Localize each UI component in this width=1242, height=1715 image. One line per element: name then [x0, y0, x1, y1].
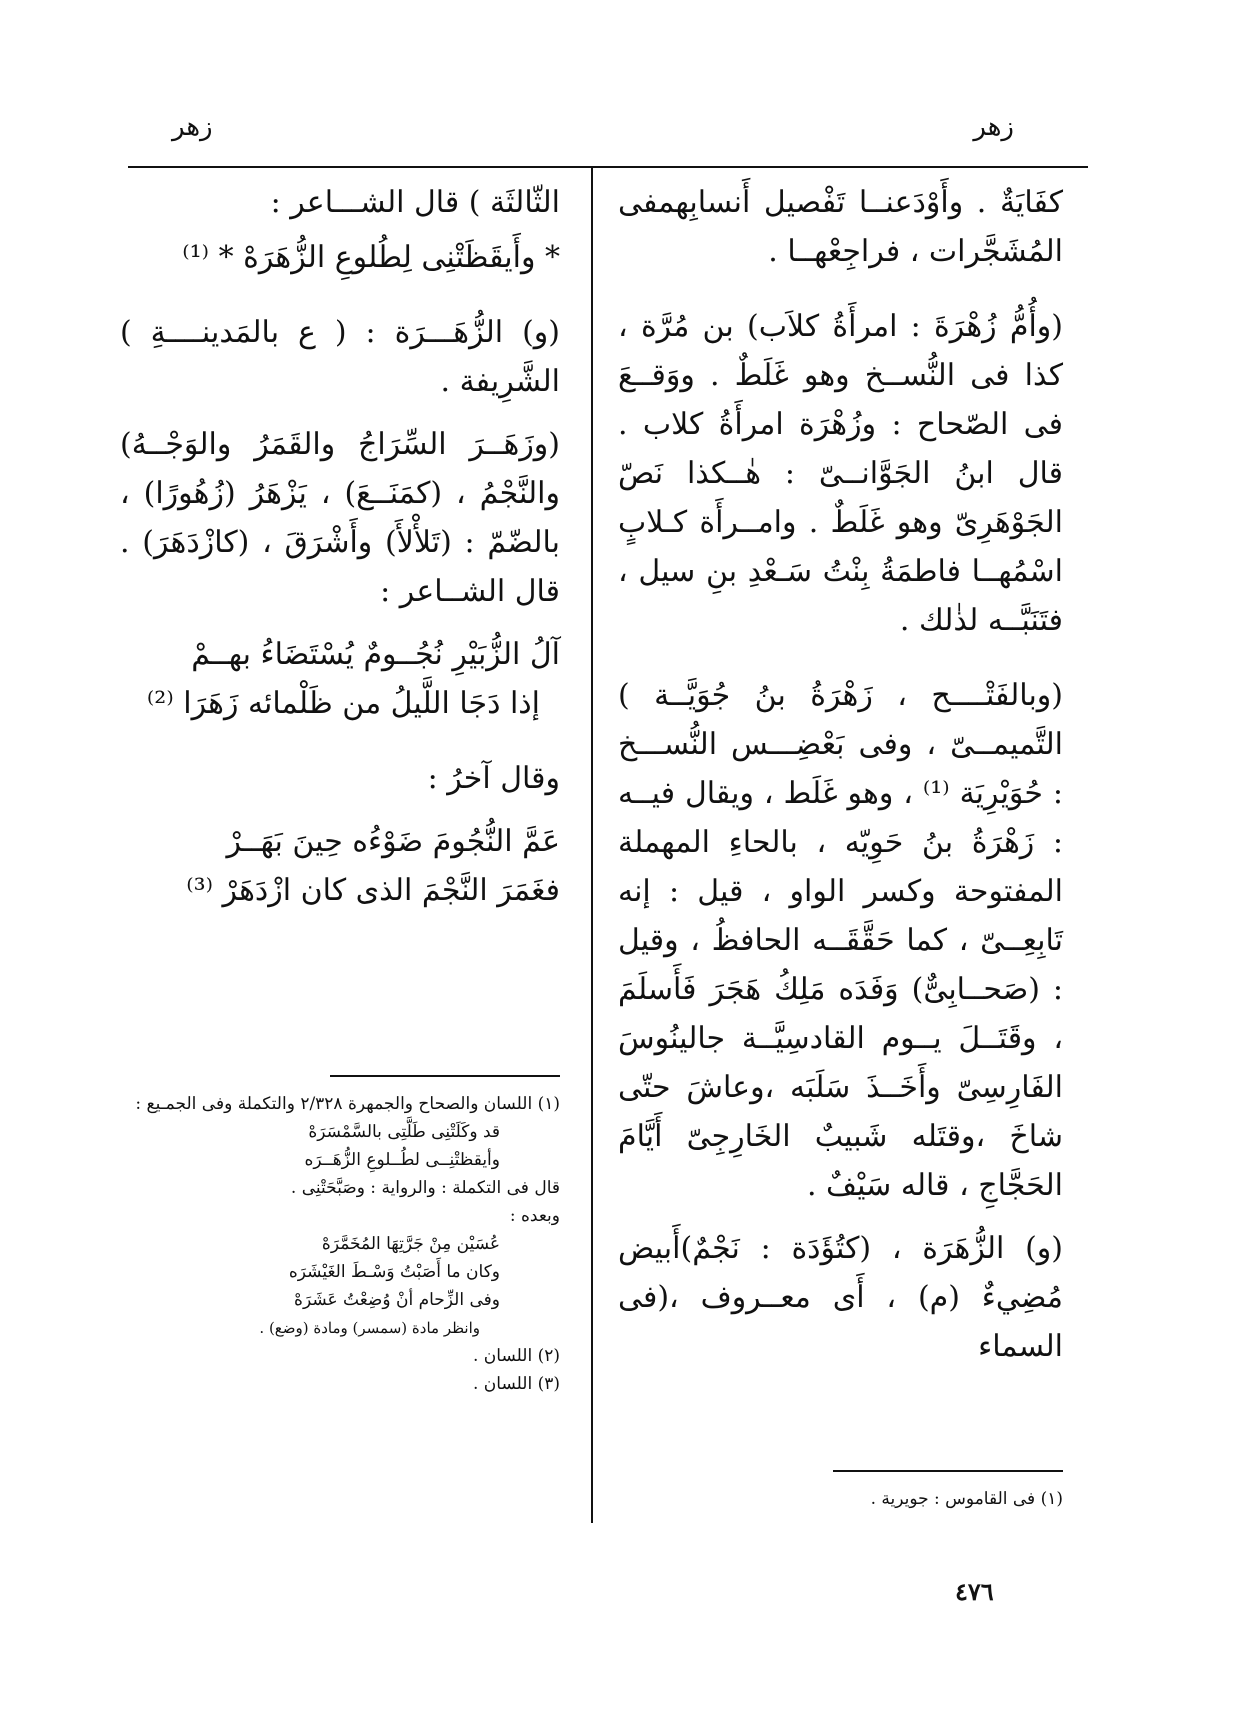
right-paragraph-1: كفَايَةٌ . وأَوْدَعنــا تَفْصيل أَنسابِهمفى المُشَجَّرات ، فراجِعْهــا . — [618, 185, 1063, 269]
right-paragraph-3: (وبالفَتْــــح ، زَهْرَةُ بنُ جُوَيَّــة ) التَّميمــىّ ، وفى بَعْضِـــس النُّســـخ : حُوَيْرِيَة ⁽¹⁾ ، وهو غَلَط ، ويقال فيــه : زَهْرَةُ بنُ حَوِيّه ، بالحاءِ المهملة المفتوحة وكسر الواو ، قيل : إنه تَابِعِــىّ ، كما حَقَّقَــه الحافظُ ، وقيل : (صَحــابِىٌّ) وَفَدَه مَلِكُ هَجَرَ فَأَسلَمَ ، وقَتَــلَ يــوم القادسِيَّــة جالينُوسَ الفَارِسِىّ وأَخَــذَ سَلَبَه ،وعاشَ حتّى شاخَ ،وقتَله شَبيبٌ الخَارِجِىّ أَيَّامَ الحَجَّاجِ ، قاله سَيْفٌ . — [618, 678, 1064, 1203]
left-verse-3a: عَمَّ النُّجُومَ ضَوْءُه حِينَ بَهَــرْ — [226, 824, 560, 859]
right-paragraph-4: (و) الزُّهَرَة ، (كتُؤَدَة : نَجْمٌ)أَبيض مُضِيءٌ (م) ، أَى معــروف ،(فى السماء — [618, 1231, 1063, 1364]
right-footnote-1: (١) فى القاموس : جويرية . — [870, 1489, 1063, 1509]
left-footnote-1-note: قال فى التكملة : والرواية : وصَبَّحَتْنِى . — [290, 1178, 560, 1198]
left-footnote-1-verse-5: وفى الزِّحام أنْ وُضِعْتُ عَشَرَهْ — [294, 1290, 500, 1310]
header-rule — [128, 166, 1088, 168]
column-divider — [591, 168, 593, 1523]
left-verse-2a: آلُ الزُّبَيْرِ نُجُــومٌ يُسْتَضَاءُ بهــمْ — [191, 637, 560, 672]
left-footnotes — [120, 1090, 560, 1398]
left-footnote-2: (٢) اللسان . — [473, 1346, 560, 1366]
page-number: ٤٧٦ — [955, 1577, 994, 1606]
footnote-rule-left — [330, 1075, 560, 1077]
left-footnote-3: (٣) اللسان . — [473, 1374, 560, 1394]
left-footnote-1-intro: (١) اللسان والصحاح والجمهرة ٢/٣٢٨ والتكملة وفى الجمـيع : — [135, 1094, 560, 1114]
left-paragraph-1: الثّالثَة ) قال الشـــاعر : — [270, 185, 560, 220]
left-verse-2b: إذا دَجَا اللَّيلُ من ظَلْمائه زَهَرَا ⁽²⁾ — [146, 686, 540, 721]
running-header-right: زهر — [973, 112, 1014, 142]
left-footnote-1-reference: وانظر مادة (سمسر) ومادة (وضع) . — [259, 1319, 480, 1337]
right-paragraph-2: (وأُمُّ زُهْرَةَ : امرأَةُ كلاَب) بن مُرَّة ، كذا فى النُّســخ وهو غَلَطٌ . ووَقــعَ فى الصّحاح : وزُهْرَة امرأَةُ كلاب . قال ابنُ الجَوَّانــىّ : هٰــكذا نَصّ الجَوْهَرِىّ وهو غَلَطٌ . وامــرأَة كـلابٍ اسْمُهــا فاطمَةُ بِنْتُ سَـعْدِ بنِ سيل ، فتَنَبَّــه لذٰلك . — [618, 309, 1063, 638]
footnote-rule-right — [833, 1470, 1063, 1472]
left-footnote-1-verse-4: وكان ما أَصَبْتُ وَسْـطَ الغَيْشَرَه — [288, 1262, 500, 1282]
left-column — [120, 178, 560, 915]
left-footnote-1-verse-1: قد وكَلَتْنِى طَلَّتِى بالسَّمْسَرَهْ — [308, 1122, 500, 1142]
left-paragraph-2: (و) الزُّهَـــرَة : ( ع بالمَدينــــةِ ) الشَّرِيفة . — [120, 315, 560, 399]
left-verse-1: * وأَيقَظَتْنِى لِطُلوعِ الزُّهَرَهْ * ⁽¹⁾ — [182, 240, 560, 275]
right-footnotes — [700, 1485, 1063, 1513]
left-verse-3b: فغَمَرَ النَّجْمَ الذى كان ازْدَهَرْ ⁽³⁾ — [186, 873, 560, 908]
right-column — [618, 178, 1063, 1385]
running-header-left: زهر — [172, 112, 213, 142]
left-footnote-1-verse-2: وأيقظتْنِــى لطُــلوعِ الزُّهَــرَه — [304, 1150, 500, 1170]
left-paragraph-4: وقال آخرُ : — [427, 761, 560, 796]
left-paragraph-3: (وزَهَــرَ السِّرَاجُ والقَمَرُ والوَجْــهُ) والنَّجْمُ ، (كمَنَــعَ) ، يَزْهَرُ (زُهُورًا) ، بالضّمّ : (تَلأْلأَ) وأَشْرَقَ ، (كازْدَهَرَ) . قال الشــاعر : — [120, 427, 560, 609]
left-footnote-1-verse-3: عُسَيْن مِنْ جَرَّتِهَا المُخَمَّرَهْ — [321, 1234, 500, 1254]
left-footnote-1-after: وبعده : — [509, 1206, 560, 1226]
